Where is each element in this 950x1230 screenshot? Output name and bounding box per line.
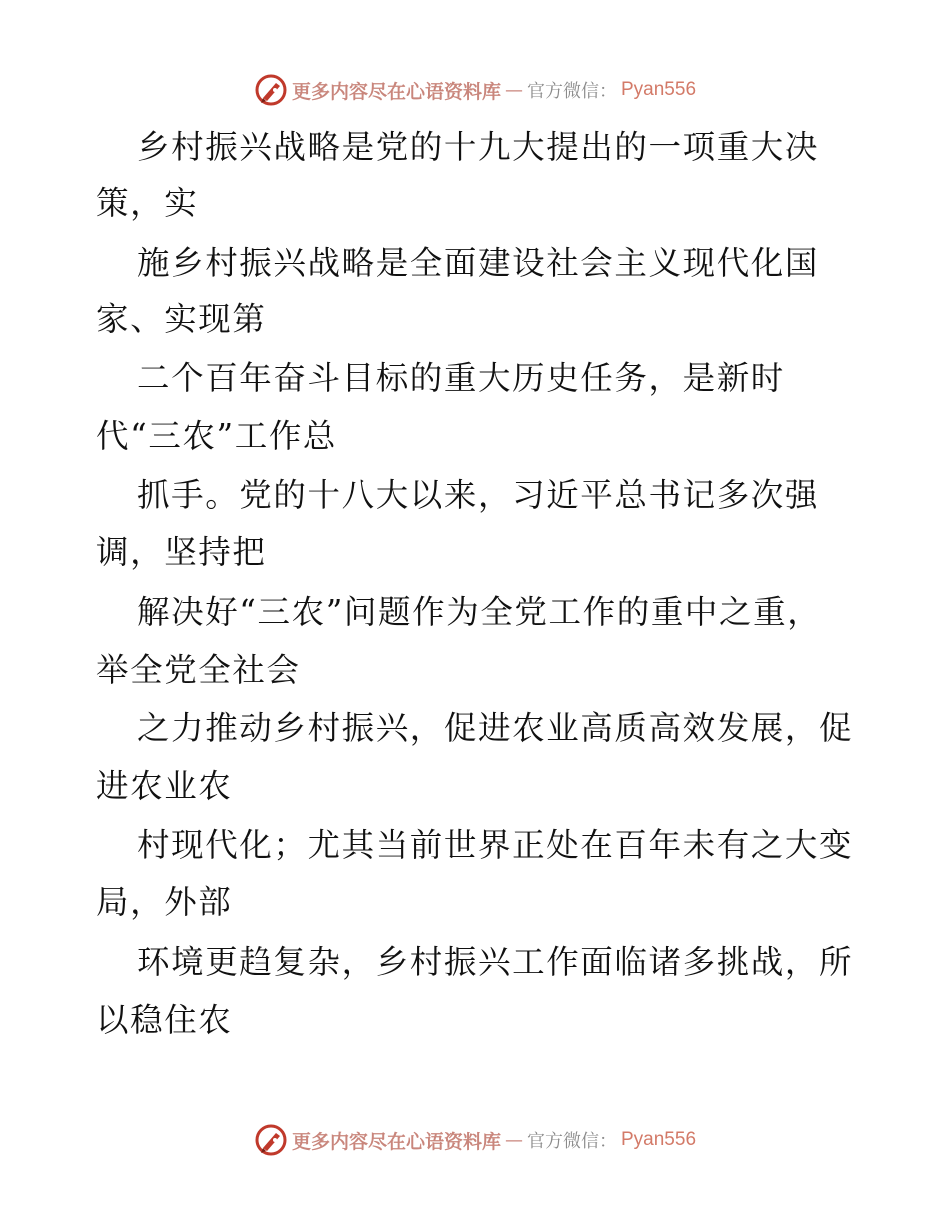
paragraph-8-line-2: 以稳住农 <box>96 1001 233 1039</box>
watermark-site-text: 更多内容尽在心语资料库 <box>291 1130 501 1153</box>
watermark-dash: — <box>505 1129 523 1151</box>
watermark-dash: — <box>505 79 523 101</box>
paragraph-8-line-1: 环境更趋复杂，乡村振兴工作面临诸多挑战，所 <box>137 943 854 981</box>
paragraph-5-line-1: 解决好“三农”问题作为全党工作的重中之重， <box>137 593 822 631</box>
paragraph-3-line-1: 二个百年奋斗目标的重大历史任务，是新时 <box>137 359 785 397</box>
header-watermark <box>0 70 950 110</box>
paragraph-4-line-1: 抓手。党的十八大以来，习近平总书记多次强 <box>137 476 820 514</box>
pen-logo-icon <box>254 1123 288 1157</box>
paragraph-1-line-1: 乡村振兴战略是党的十九大提出的一项重大决 <box>137 128 820 166</box>
paragraph-6-line-1: 之力推动乡村振兴，促进农业高质高效发展，促 <box>137 709 854 747</box>
footer-watermark <box>0 1120 950 1160</box>
paragraph-2-line-1: 施乡村振兴战略是全面建设社会主义现代化国 <box>137 244 820 282</box>
watermark-label: 官方微信： <box>527 1131 617 1152</box>
watermark-wechat-id: Pyan556 <box>621 1129 697 1150</box>
watermark-wechat-id: Pyan556 <box>621 79 697 100</box>
paragraph-5-line-2: 举全党全社会 <box>96 651 301 689</box>
paragraph-4-line-2: 调，坚持把 <box>96 533 267 571</box>
pen-logo-icon <box>254 73 288 107</box>
paragraph-7-line-1: 村现代化；尤其当前世界正处在百年未有之大变 <box>137 826 854 864</box>
paragraph-7-line-2: 局，外部 <box>96 883 233 921</box>
watermark-label: 官方微信： <box>527 81 617 102</box>
paragraph-6-line-2: 进农业农 <box>96 767 233 805</box>
watermark-site-text: 更多内容尽在心语资料库 <box>291 80 501 103</box>
paragraph-1-line-2: 策，实 <box>96 184 199 222</box>
paragraph-2-line-2: 家、实现第 <box>96 300 267 338</box>
paragraph-3-line-2: 代“三农”工作总 <box>96 417 338 455</box>
